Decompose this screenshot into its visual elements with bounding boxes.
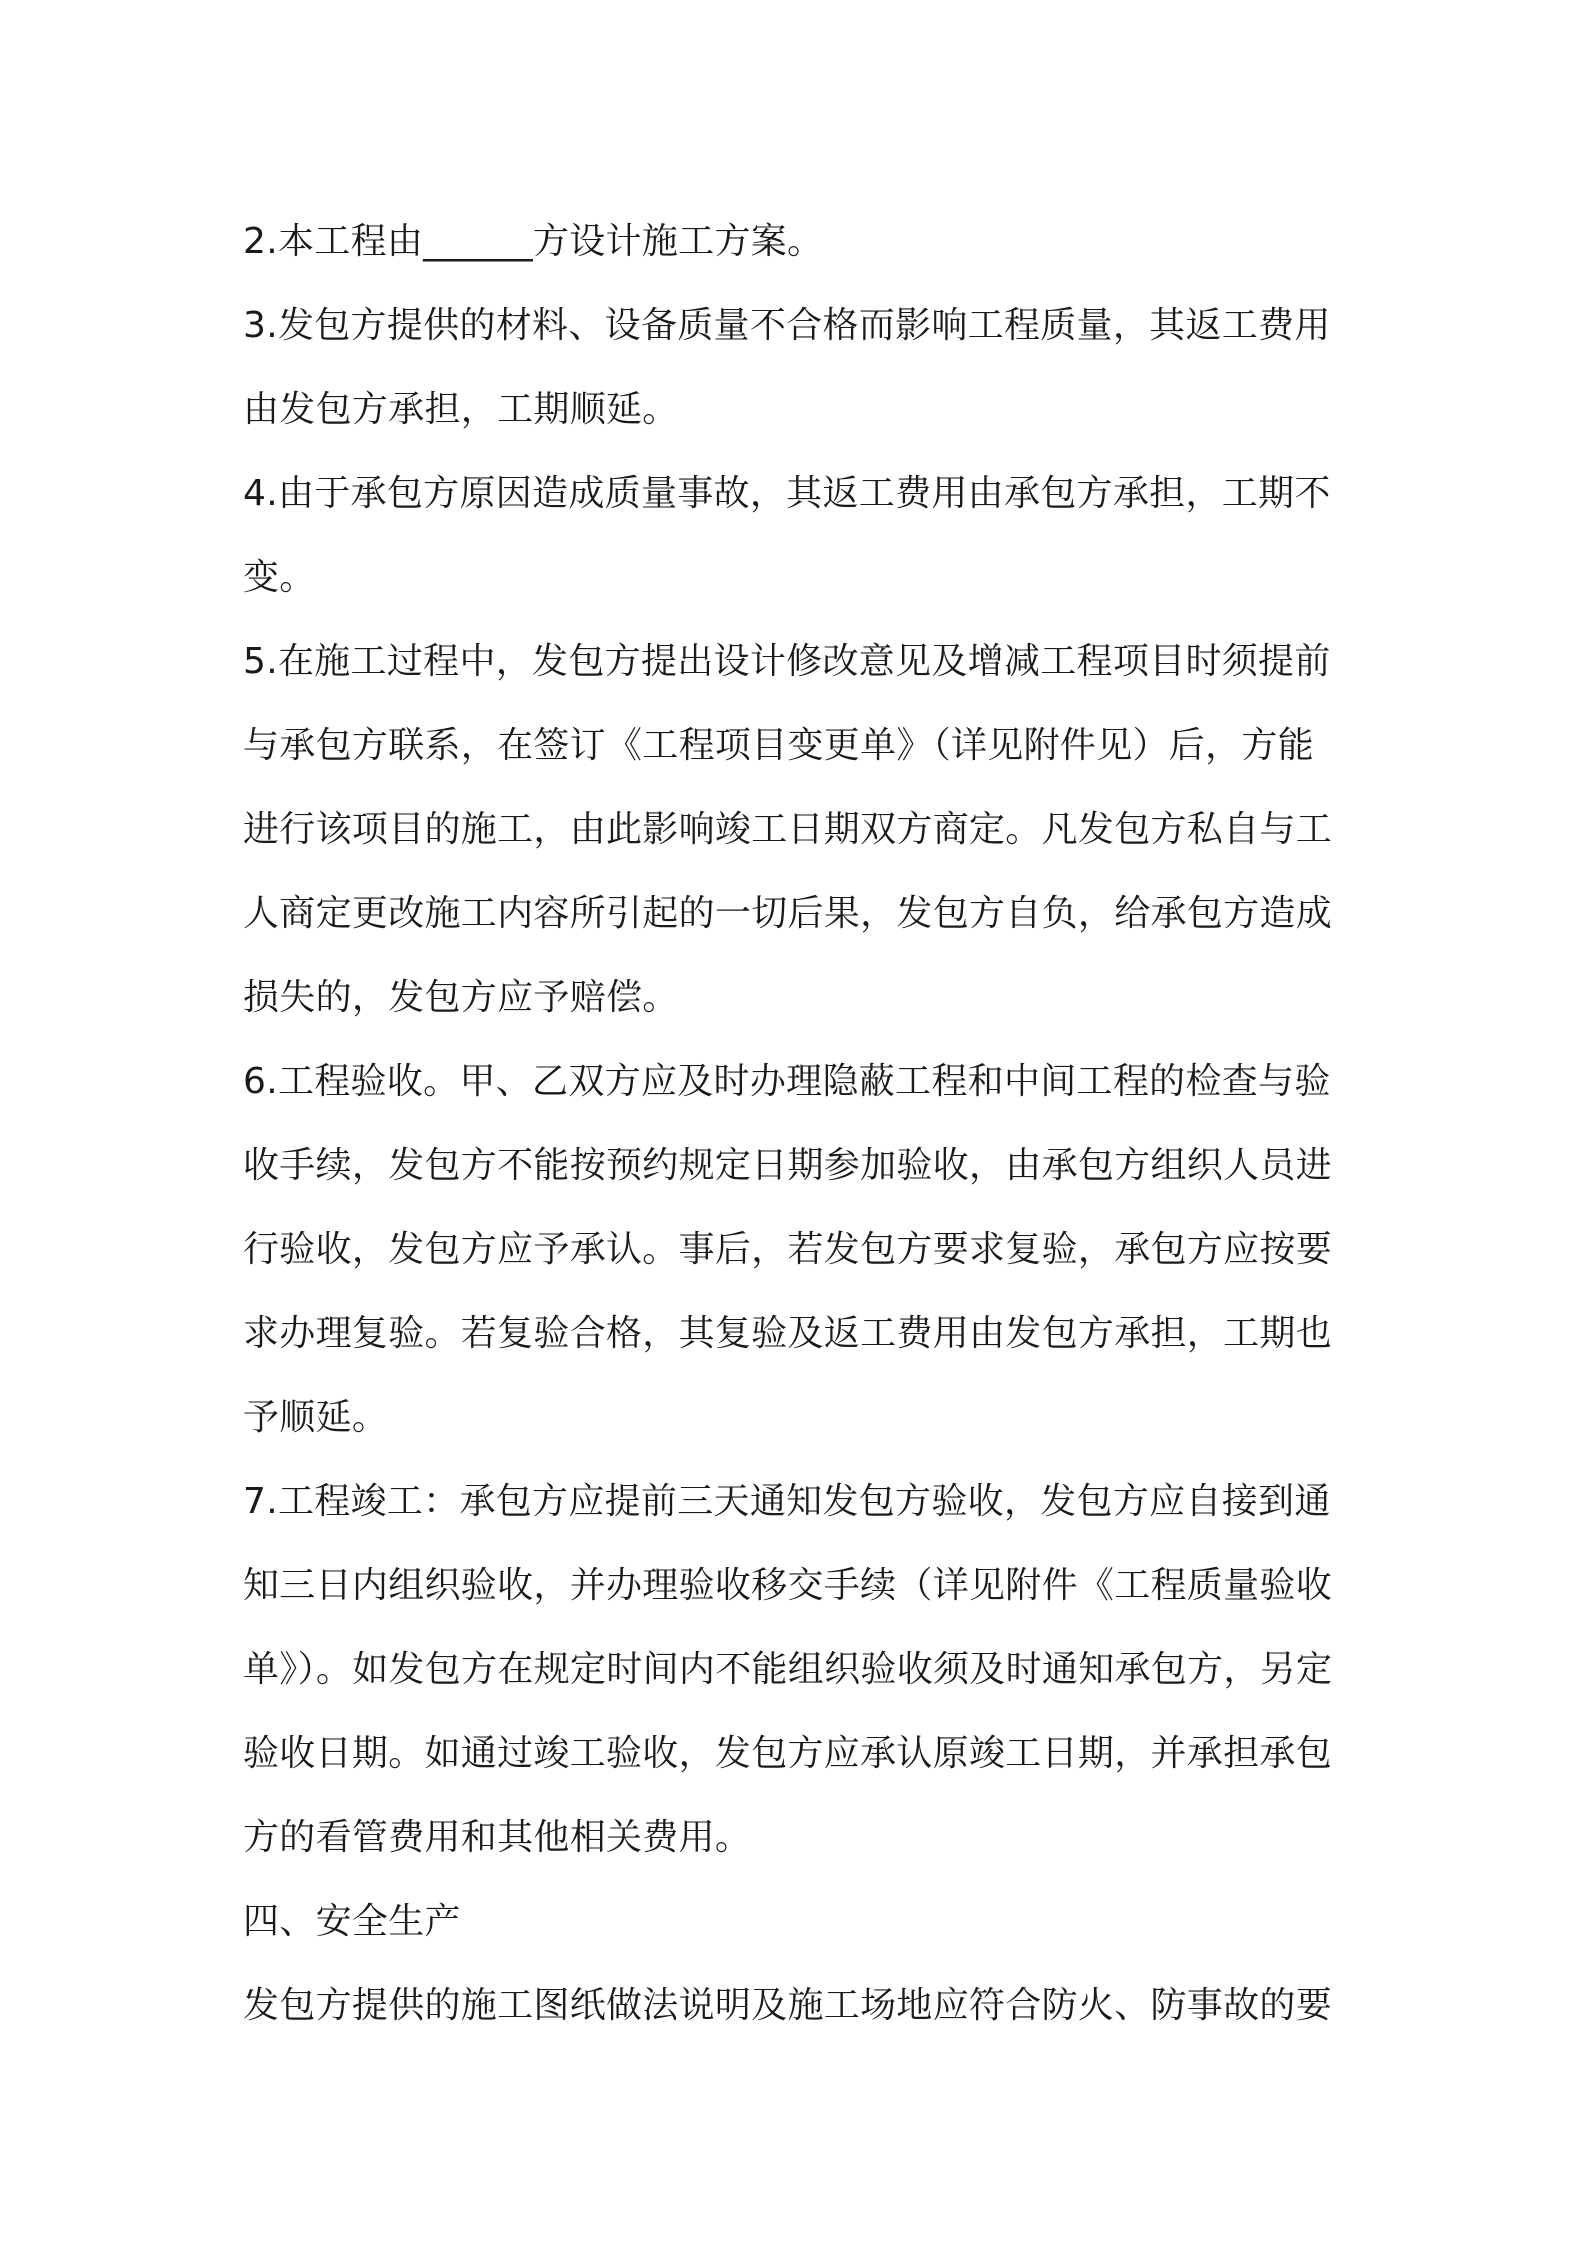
text-line: 损失的，发包方应予赔偿。	[243, 977, 679, 1018]
text-line: 7.工程竣工：承包方应提前三天通知发包方验收，发包方应自接到通	[243, 1481, 1331, 1522]
text-line: 知三日内组织验收，并办理验收移交手续（详见附件《工程质量验收	[243, 1565, 1333, 1606]
text-line: 验收日期。如通过竣工验收，发包方应承认原竣工日期，并承担承包	[243, 1733, 1333, 1774]
text-line: 人商定更改施工内容所引起的一切后果，发包方自负，给承包方造成	[243, 893, 1333, 934]
text-line: 予顺延。	[243, 1397, 389, 1438]
text-line: 进行该项目的施工，由此影响竣工日期双方商定。凡发包方私自与工	[243, 809, 1333, 850]
text-line: 与承包方联系，在签订《工程项目变更单》（详见附件见）后，方能	[243, 725, 1315, 766]
document-body	[243, 200, 1363, 2048]
text-line: 由发包方承担，工期顺延。	[243, 389, 679, 430]
text-line: 求办理复验。若复验合格，其复验及返工费用由发包方承担，工期也	[243, 1313, 1333, 1354]
text-line: 6.工程验收。甲、乙双方应及时办理隐蔽工程和中间工程的检查与验	[243, 1061, 1331, 1102]
text-line: 方的看管费用和其他相关费用。	[243, 1817, 752, 1858]
section-heading: 四、安全生产	[243, 1901, 461, 1942]
text-line: 变。	[243, 557, 316, 598]
text-line: 5.在施工过程中，发包方提出设计修改意见及增减工程项目时须提前	[243, 641, 1331, 682]
text-line: 4.由于承包方原因造成质量事故，其返工费用由承包方承担，工期不	[243, 473, 1331, 514]
text-line: 行验收，发包方应予承认。事后，若发包方要求复验，承包方应按要	[243, 1229, 1333, 1270]
text-line: 收手续，发包方不能按预约规定日期参加验收，由承包方组织人员进	[243, 1145, 1333, 1186]
text-line: 单》）。如发包方在规定时间内不能组织验收须及时通知承包方，另定	[243, 1649, 1333, 1690]
text-line: 发包方提供的施工图纸做法说明及施工场地应符合防火、防事故的要	[243, 1985, 1333, 2026]
text-line: 2.本工程由______方设计施工方案。	[243, 221, 824, 262]
text-line: 3.发包方提供的材料、设备质量不合格而影响工程质量，其返工费用	[243, 305, 1331, 346]
